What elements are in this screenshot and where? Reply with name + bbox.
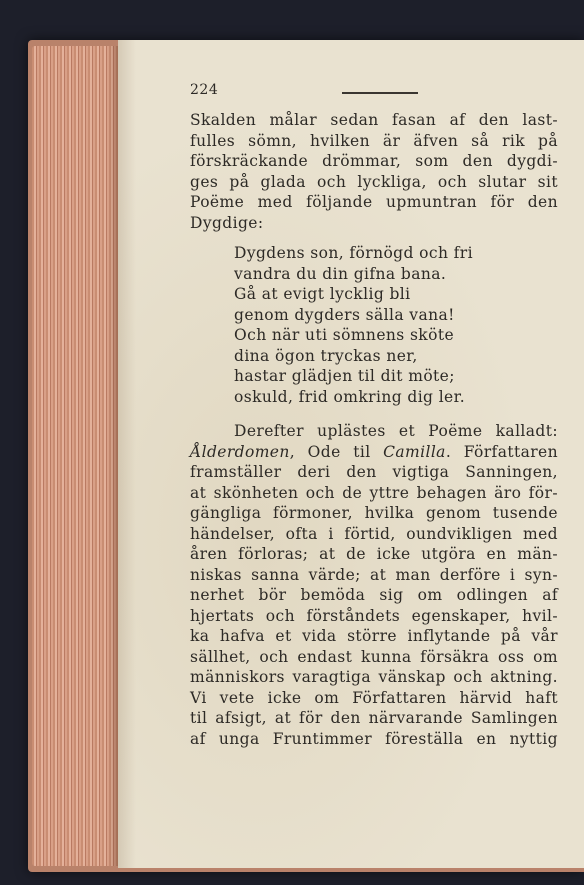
poem-line: vandra du din gifna bana. — [234, 264, 447, 283]
text-line: til afsigt, at för den närvarande Samlingen — [190, 709, 558, 727]
text-line: Vi vete icke om Författaren härvid haft — [190, 688, 558, 707]
text-line: sällhet, och endast kunna försäkra oss om — [190, 647, 558, 666]
text-line: ka hafva et vida större inflytande på vår — [190, 627, 558, 645]
poem-line: oskuld, frid omkring dig ler. — [234, 387, 466, 406]
poem-line: Gå at evigt lycklig bli — [234, 285, 411, 303]
poem-line: Och när uti sömnens sköte — [234, 326, 455, 344]
text-line: nerhet bör bemöda sig om odlingen af — [190, 586, 558, 604]
page-edges — [32, 46, 118, 866]
text-line: gängliga förmoner, hvilka genom tusende — [190, 504, 558, 522]
text-fragment: . Författaren — [445, 442, 558, 461]
text-line: af unga Fruntimmer föreställa en nyttig — [190, 729, 558, 748]
text-line: at skönheten och de yttre behagen äro för- — [190, 483, 558, 502]
text-line: människors varagtiga vänskap och aktning. — [190, 668, 558, 686]
text-line: Dygdige: — [190, 213, 264, 232]
page-header — [190, 82, 558, 110]
paragraph-2 — [190, 421, 558, 749]
text-line: Skalden målar sedan fasan af den last- — [190, 111, 558, 129]
text-line: ges på glada och lyckliga, och slutar sit — [190, 172, 558, 191]
poem-title: Ålderdomen — [190, 442, 290, 461]
text-line: Derefter uplästes et Poëme kalladt: — [234, 422, 558, 440]
page-number: 224 — [190, 82, 219, 98]
header-rule — [342, 92, 418, 94]
text-line: fulles sömn, hvilken är äfven så rik på — [190, 131, 558, 150]
text-line: förskräckande drömmar, som den dygdi- — [190, 152, 558, 170]
poem-stanza — [234, 243, 558, 407]
poem-line: Dygdens son, förnögd och fri — [234, 244, 473, 262]
text-line: åren förloras; at de icke utgöra en män- — [190, 545, 558, 563]
dedicatee-name: Camilla — [383, 442, 446, 461]
poem-line: genom dygders sälla vana! — [234, 305, 455, 324]
text-fragment: , Ode til — [289, 442, 384, 461]
book-page — [118, 40, 584, 868]
text-line: händelser, ofta i förtid, oundvikligen med — [190, 524, 558, 543]
text-line: framställer deri den vigtiga Sanningen, — [190, 463, 558, 481]
paragraph-1 — [190, 110, 558, 233]
text-line: hjertats och förståndets egenskaper, hvil- — [190, 606, 558, 625]
text-line-with-title — [190, 442, 558, 463]
text-line: Poëme med följande upmuntran för den — [190, 193, 558, 211]
poem-line: dina ögon tryckas ner, — [234, 346, 418, 365]
poem-line: hastar glädjen til dit möte; — [234, 367, 455, 385]
text-line: niskas sanna värde; at man derföre i syn- — [190, 565, 558, 584]
